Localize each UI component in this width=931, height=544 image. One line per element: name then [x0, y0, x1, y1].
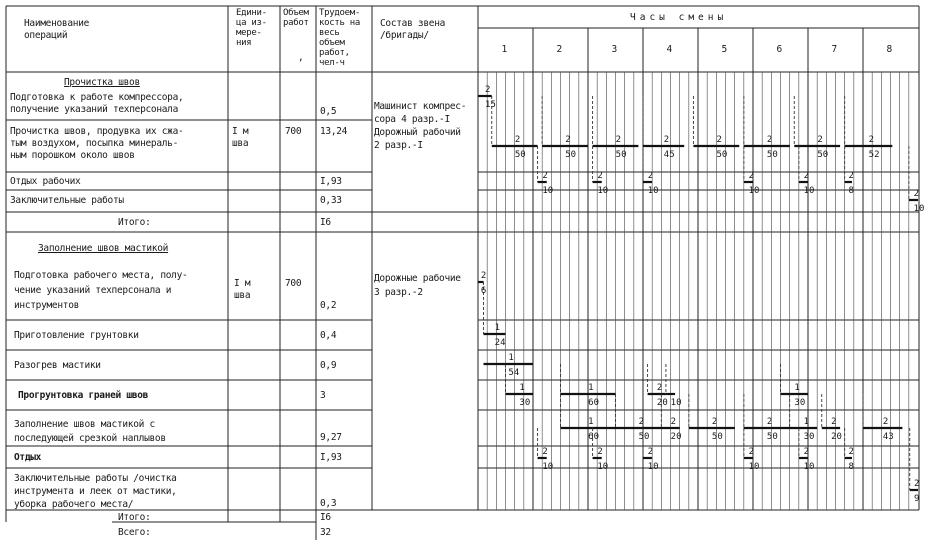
bar-workers-label: 2 — [766, 417, 773, 427]
s2-labor-fill: 9,27 — [320, 432, 342, 443]
bar-minutes-label: 50 — [817, 150, 829, 160]
bar-workers-label: 2 — [597, 171, 603, 181]
bar-minutes-label: 15 — [485, 100, 496, 110]
bar-minutes-label: 20 — [670, 432, 682, 442]
bar-minutes-label: 10 — [597, 186, 609, 196]
s1-crew: Машинист компрес- сора 4 разр.-I Дорожный рабочий 2 разр.-I — [374, 101, 467, 151]
bar-minutes-label: 30 — [519, 398, 531, 408]
s2-row-fill: Заполнение швов мастикой с последующей срезкой наплывов — [14, 419, 166, 444]
bar-minutes-label: 50 — [615, 150, 627, 160]
s1-row-rest: Отдых рабочих — [10, 176, 81, 187]
bar-workers-label: 2 — [716, 135, 722, 145]
s2-total-label: Итого: — [118, 512, 151, 523]
bar-minutes-label: 10 — [597, 462, 609, 472]
s1-labor-final: 0,33 — [320, 195, 342, 206]
bar-workers-label: 1 — [794, 383, 800, 393]
s2-total: I6 — [320, 512, 331, 523]
bar-workers-label: 1 — [519, 383, 525, 393]
s2-row-prime-faces: Прогрунтовка граней швов — [18, 390, 149, 401]
bar-minutes-label: 60 — [588, 398, 600, 408]
header-crew: Состав звена /бригады/ — [380, 18, 446, 41]
header-hours: Часы смены — [630, 12, 728, 23]
bar-minutes-label: 10 — [670, 398, 682, 408]
bar-workers-label: 2 — [514, 135, 521, 145]
bar-minutes-label: 20 — [831, 432, 842, 442]
bar-minutes-label: 10 — [803, 186, 815, 196]
bar-workers-label: 1 — [508, 353, 514, 363]
s2-row-final: Заключительные работы /очистка инструмента и леек от мастики, уборка рабочего места/ — [14, 473, 177, 510]
bar-workers-label: 2 — [848, 171, 854, 181]
bar-workers-label: 2 — [565, 135, 571, 145]
bar-minutes-label: 10 — [647, 186, 659, 196]
hour-number: 3 — [611, 44, 617, 55]
bar-workers-label: 2 — [766, 135, 773, 145]
s1-row-clean: Прочистка швов, продувка их сжа- тым воздухом, посыпка минераль- ным порошком около швов — [10, 126, 184, 161]
bar-workers-label: 2 — [542, 171, 548, 181]
bar-minutes-label: 60 — [588, 432, 600, 442]
bar-workers-label: 2 — [748, 447, 755, 457]
bar-minutes-label: 10 — [748, 186, 760, 196]
s2-volume: 700 — [285, 278, 302, 289]
bar-workers-label: 1 — [588, 383, 594, 393]
s2-labor-prime-faces: 3 — [320, 390, 326, 401]
hour-number: 4 — [666, 44, 672, 55]
s1-unit: I м шва — [232, 126, 249, 149]
bar-workers-label: 2 — [831, 417, 837, 427]
bar-workers-label: 1 — [494, 323, 501, 333]
bar-minutes-label: 24 — [494, 338, 506, 348]
header-volume: Объем работ — [283, 8, 309, 28]
s2-labor-primer: 0,4 — [320, 330, 337, 341]
s2-grand-label: Всего: — [118, 527, 151, 538]
s2-crew: Дорожные рабочие 3 разр.-2 — [374, 273, 461, 298]
bar-workers-label: 2 — [848, 447, 854, 457]
bar-workers-label: 2 — [882, 417, 889, 427]
section1-title: Прочистка швов — [64, 77, 140, 88]
bar-minutes-label: 50 — [514, 150, 526, 160]
header-labor: Трудоем- кость на весь объем работ, чел-ч — [319, 8, 360, 68]
s2-row-prep: Подготовка рабочего места, полу- чение указаний техперсонала и инструментов — [14, 270, 188, 311]
bar-workers-label: 2 — [663, 135, 670, 145]
s1-total-label: Итого: — [118, 217, 151, 228]
bar-minutes-label: 10 — [542, 462, 554, 472]
bar-workers-label: 2 — [670, 417, 677, 427]
bar-minutes-label: 50 — [711, 432, 723, 442]
section2-title: Заполнение швов мастикой — [38, 243, 169, 254]
bar-workers-label: 2 — [542, 447, 548, 457]
bar-workers-label: 2 — [711, 417, 718, 427]
bar-workers-label: 2 — [597, 447, 603, 457]
bar-minutes-label: 50 — [638, 432, 650, 442]
bar-minutes-label: 43 — [882, 432, 894, 442]
connector-lines — [484, 96, 910, 490]
s2-labor-prep: 0,2 — [320, 300, 337, 311]
bar-workers-label: 2 — [803, 447, 810, 457]
bar-workers-label: 2 — [914, 479, 920, 489]
bar-minutes-label: 30 — [794, 398, 806, 408]
hour-number: 1 — [501, 44, 507, 55]
header-operations: Наименование операций — [24, 18, 90, 41]
bar-minutes-label: 10 — [542, 186, 554, 196]
s1-total: I6 — [320, 217, 331, 228]
header-unit: Едини- ца из- мере- ния — [236, 8, 267, 48]
s2-row-heat: Разогрев мастики — [14, 360, 101, 371]
bar-workers-label: 2 — [647, 171, 654, 181]
header-volume-mark: , — [298, 52, 304, 63]
bar-labels — [481, 85, 925, 504]
s1-labor-prep: 0,5 — [320, 106, 337, 117]
bar-minutes-label: 50 — [766, 432, 778, 442]
bar-workers-label: 2 — [647, 447, 654, 457]
bar-minutes-label: 30 — [803, 432, 815, 442]
bar-workers-label: 2 — [485, 85, 491, 95]
s2-row-rest: Отдых — [14, 452, 42, 463]
bar-workers-label: 2 — [656, 383, 663, 393]
hour-number: 2 — [556, 44, 562, 55]
bar-minutes-label: 45 — [663, 150, 675, 160]
s2-row-primer: Приготовление грунтовки — [14, 330, 139, 341]
bar-workers-label: 1 — [588, 417, 594, 427]
s1-row-prep: Подготовка к работе компрессора, получение указаний техперсонала — [10, 92, 184, 115]
bar-minutes-label: 10 — [913, 204, 925, 214]
bar-workers-label: 2 — [615, 135, 622, 145]
hour-number: 5 — [721, 44, 727, 55]
bar-minutes-label: 10 — [803, 462, 815, 472]
s2-grand: 32 — [320, 527, 331, 538]
bar-minutes-label: 6 — [480, 286, 487, 296]
hour-number: 8 — [886, 44, 892, 55]
bar-workers-label: 2 — [868, 135, 875, 145]
bar-workers-label: 2 — [913, 189, 920, 199]
bar-minutes-label: 10 — [748, 462, 760, 472]
s2-unit: I м шва — [234, 278, 251, 301]
s1-row-final: Заключительные работы — [10, 195, 124, 206]
bar-workers-label: 1 — [803, 417, 810, 427]
s2-labor-rest: I,93 — [320, 452, 342, 463]
bar-workers-label: 2 — [803, 171, 810, 181]
bar-minutes-label: 20 — [656, 398, 668, 408]
s1-labor-clean: 13,24 — [320, 126, 348, 137]
s1-volume: 700 — [285, 126, 302, 137]
bar-workers-label: 2 — [817, 135, 823, 145]
bar-minutes-label: 8 — [848, 462, 854, 472]
s1-labor-rest: I,93 — [320, 176, 342, 187]
bar-workers-label: 2 — [480, 271, 487, 281]
s2-labor-heat: 0,9 — [320, 360, 337, 371]
bar-minutes-label: 52 — [868, 150, 880, 160]
bar-workers-label: 2 — [638, 417, 645, 427]
hour-number: 6 — [776, 44, 782, 55]
bar-minutes-label: 50 — [716, 150, 728, 160]
bar-minutes-label: 8 — [848, 186, 854, 196]
hour-number: 7 — [831, 44, 837, 55]
s2-labor-final: 0,3 — [320, 498, 337, 509]
bar-minutes-label: 54 — [508, 368, 520, 378]
bar-minutes-label: 50 — [766, 150, 778, 160]
bar-minutes-label: 10 — [647, 462, 659, 472]
bar-minutes-label: 50 — [565, 150, 577, 160]
bar-workers-label: 2 — [748, 171, 755, 181]
bar-minutes-label: 9 — [914, 494, 920, 504]
